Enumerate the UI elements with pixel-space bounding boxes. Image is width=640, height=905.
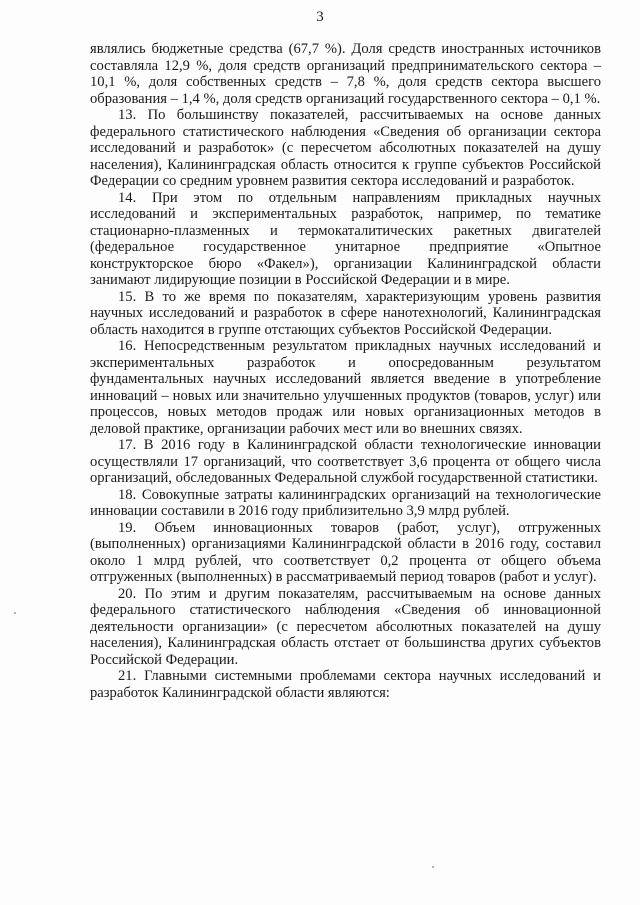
paragraph-continued-funding-shares: являлись бюджетные средства (67,7 %). Доля средств иностранных источников составляла 12,9 %, доля средств организаций предпринимательского сектора – 10,1 %, доля собственных средств – 7,8 %, доля средств сектора высшего образования – 1,4 %, доля средств организаций государственного сектора – 0,1 %. <box>90 41 601 107</box>
paragraph-13-research-sector-level: 13. По большинству показателей, рассчитываемых на основе данных федерального статистического наблюдения «Сведения об организации сектора исследований и разработок» (с пересчетом абсолютных показателей на душу населения), Калининградская область относится к группе субъектов Российской Федерации со средним уровнем развития сектора исследований и разработок. <box>90 107 601 189</box>
paragraph-16-innovation-definition: 16. Непосредственным результатом прикладных научных исследований и экспериментальных разработок и опосредованным результатом фундаментальных научных исследований является введение в употребление инноваций – новых или значительно улучшенных продуктов (товаров, услуг) или процессов, новых методов продаж или новых организационных методов в деловой практике, организации рабочих мест или во внешних связях. <box>90 338 601 437</box>
paragraph-21-systemic-problems: 21. Главными системными проблемами сектора научных исследований и разработок Калининградской области являются: <box>90 668 601 701</box>
paragraph-20-innovation-lag: 20. По этим и другим показателям, рассчитываемым на основе данных федерального статистического наблюдения «Сведения об инновационной деятельности организации» (с пересчетом абсолютных показателей на душу населения), Калининградская область отстает от большинства других субъектов Российской Федерации. <box>90 585 601 668</box>
paragraph-17-innovating-organizations: 17. В 2016 году в Калининградской области технологические инновации осуществляли 17 организаций, что соответствует 3,6 процента от общего числа организаций, обследованных Федеральной службой государственной статистики. <box>90 437 601 486</box>
paragraph-19-innovative-goods-volume: 19. Объем инновационных товаров (работ, услуг), отгруженных (выполненных) организациями Калининградской области в 2016 году, составил около 1 млрд рублей, что соответствует 0,2 процента от общего объема отгруженных (выполненных) в рассматриваемый период товаров (работ и услуг). <box>90 519 601 585</box>
paragraph-14-leading-directions: 14. При этом по отдельным направлениям прикладных научных исследований и экспериментальных разработок, например, по тематике стационарно-плазменных и термокаталитических ракетных двигателей (федеральное государственное унитарное предприятие «Опытное конструкторское бюро «Факел»), организации Калининградской области занимают лидирующие позиции в Российской Федерации и в мире. <box>90 189 601 288</box>
paragraph-18-innovation-costs: 18. Совокупные затраты калининградских организаций на технологические инновации составили в 2016 году приблизительно 3,9 млрд рублей. <box>90 486 601 519</box>
document-body <box>90 41 601 701</box>
scan-speck <box>432 866 434 868</box>
paragraph-15-nanotechnology-lag: 15. В то же время по показателям, характеризующим уровень развития научных исследований и разработок в сфере нанотехнологий, Калининградская область находится в группе отстающих субъектов Российской Федерации. <box>90 288 601 338</box>
scan-speck <box>14 612 16 614</box>
page-number: 3 <box>316 9 324 25</box>
